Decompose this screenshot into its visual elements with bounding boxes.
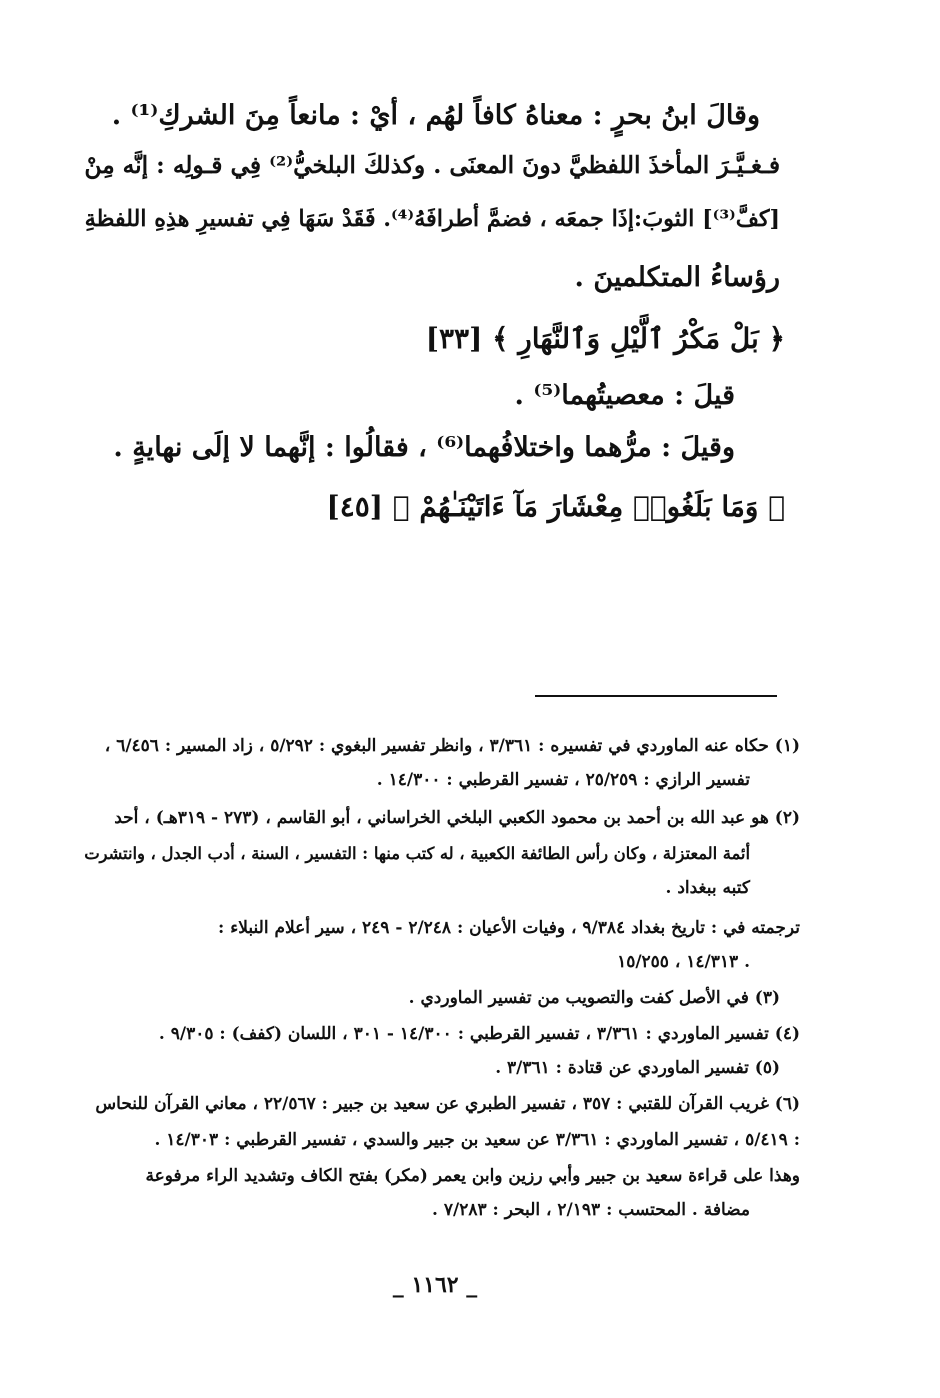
footnote-line: (١) حكاه عنه الماوردي في تفسيره : ٣/٣٦١ ، وانظر تفسير البغوي : ٥/٢٩٢ ، زاد المسير : ٦/٤٥٦ ، [104, 736, 800, 756]
footnote-line: (٦) غريب القرآن للقتبي : ٣٥٧ ، تفسير الطبري عن سعيد بن جبير : ٢٢/٥٦٧ ، معاني القرآن للنحاس [95, 1094, 800, 1114]
main-text-line: فـغـيَّـرَ المأخذَ اللفظيَّ دونَ المعنَى . وكذلكَ البلخيُّ⁽²⁾ فِي قـولِه : إنَّه مِنْ [84, 152, 780, 179]
footnote-line: أئمة المعتزلة ، وكان رأس الطائفة الكعبية ، له كتب منها : التفسير ، السنة ، أدب الجدل ، وانتشرت [84, 844, 750, 863]
footnote-line: : ٥/٤١٩ ، تفسير الماوردي : ٣/٣٦١ عن سعيد بن جبير والسدي ، تفسير القرطبي : ١٤/٣٠٣ . [154, 1130, 800, 1150]
quran-verse: ﴿ بَلْ مَكْرُ ٱلَّيْلِ وَٱلنَّهَارِ ﴾ [٣٣] [425, 322, 785, 355]
main-text-line: [كفَّ⁽³⁾] الثوبَ:إذَا جمعَه ، فضمَّ أطرافَهُ⁽⁴⁾. فَقَدْ سَهَا فِي تفسيرِ هذِهِ اللفظةِ [84, 206, 780, 232]
footnote-line: (٢) هو عبد الله بن أحمد بن محمود الكعبي البلخي الخراساني ، أبو القاسم ، (٢٧٣ - ٣١٩هـ) ، أحد [114, 808, 800, 828]
page-number: _ ١١٦٢ _ [392, 1272, 478, 1298]
quran-verse: ﴿ وَمَا بَلَغُوا۟ مِعْشَارَ مَآ ءَاتَيْنَـٰهُمْ ﴾ [٤٥] [326, 490, 785, 523]
main-text-line: قيلَ : معصيتُهما⁽⁵⁾ . [514, 380, 735, 411]
footnote-separator [535, 695, 777, 697]
footnote-line: وهذا على قراءة سعيد بن جبير وأبي رزين وابن يعمر (مكر) بفتح الكاف وتشديد الراء مرفوعة [145, 1166, 800, 1186]
footnote-line: كتبه ببغداد . [665, 878, 750, 898]
footnote-line: تفسير الرازي : ٢٥/٢٥٩ ، تفسير القرطبي : ١٤/٣٠٠ . [376, 770, 750, 790]
main-text-line: وقالَ ابنُ بحرٍ : معناهُ كافاً لهُم ، أيْ : مانعاً مِنَ الشركِ⁽¹⁾ . [111, 100, 760, 131]
footnote-line: (٤) تفسير الماوردي : ٣/٣٦١ ، تفسير القرطبي : ١٤/٣٠٠ - ٣٠١ ، اللسان (كفف) : ٩/٣٠٥ . [158, 1024, 800, 1044]
footnote-line: ترجمته في : تاريخ بغداد ٩/٣٨٤ ، وفيات الأعيان : ٢/٢٤٨ - ٢٤٩ ، سير أعلام النبلاء : [218, 918, 800, 938]
footnote-line: ١٤/٣١٣ ، ١٥/٢٥٥ . [617, 952, 750, 972]
footnote-line: (٣) في الأصل كفت والتصويب من تفسير الماوردي . [408, 988, 780, 1008]
main-text-line: رؤساءُ المتكلمينَ . [574, 262, 780, 293]
footnote-line: مضافة . المحتسب : ٢/١٩٣ ، البحر : ٧/٢٨٣ . [432, 1200, 750, 1220]
footnote-line: (٥) تفسير الماوردي عن قتادة : ٣/٣٦١ . [495, 1058, 780, 1078]
main-text-line: وقيلَ : مرُّهما واختلافُهما⁽⁶⁾ ، فقالُوا : إنَّهما لا إلَى نهايةٍ . [113, 432, 735, 463]
